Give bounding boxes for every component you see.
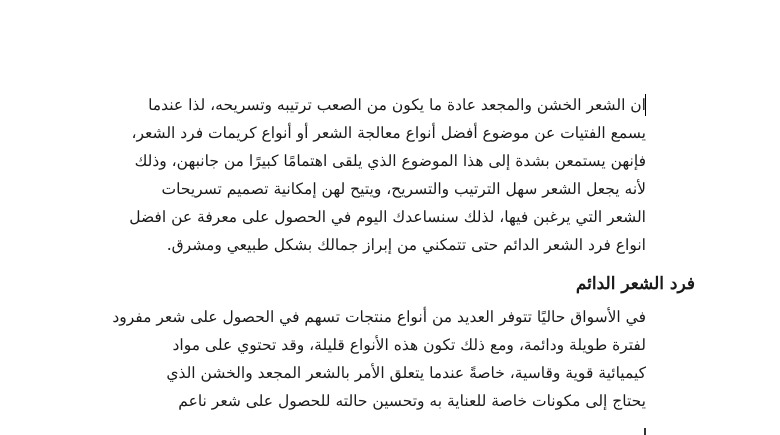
section-heading: فرد الشعر الدائم xyxy=(575,274,695,294)
paragraph-1-line-1: ان الشعر الخشن والمجعد عادة ما يكون من الصعب ترتيبه وتسريحه، لذا عندما xyxy=(148,96,646,114)
paragraph-1-line-6: انواع فرد الشعر الدائم حتى تتمكني من إبراز جمالك بشكل طبيعي ومشرق. xyxy=(166,236,646,254)
paragraph-2-line-2: لفترة طويلة ودائمة، ومع ذلك تكون هذه الأنواع قليلة، وقد تحتوي على مواد xyxy=(172,336,646,354)
paragraph-1-line-3: فإنهن يستمعن بشدة إلى هذا الموضوع الذي يلقى اهتمامًا كبيرًا من جانبهن، وذلك xyxy=(134,152,646,170)
paragraph-1-line-5: الشعر التي يرغبن فيها، لذلك سنساعدك اليوم في الحصول على معرفة عن افضل xyxy=(129,208,646,226)
paragraph-2-line-4: يحتاج إلى مكونات خاصة للعناية به وتحسين حالته للحصول على شعر ناعم xyxy=(178,392,646,410)
paragraph-2-line-3: كيميائية قوية وقاسية، خاصةً عندما يتعلق الأمر بالشعر المجعد والخشن الذي xyxy=(166,364,646,382)
paragraph-2-line-1: في الأسواق حاليًا تتوفر العديد من أنواع منتجات تسهم في الحصول على شعر مفرود xyxy=(112,308,646,326)
paragraph-1-line-4: لأنه يجعل الشعر سهل الترتيب والتسريح، ويتيح لهن إمكانية تصميم تسريحات xyxy=(161,180,646,198)
paragraph-1-line-2: يسمع الفتيات عن موضوع أفضل أنواع معالجة الشعر أو أنواع كريمات فرد الشعر، xyxy=(131,124,646,142)
next-line-fragment xyxy=(644,428,646,435)
